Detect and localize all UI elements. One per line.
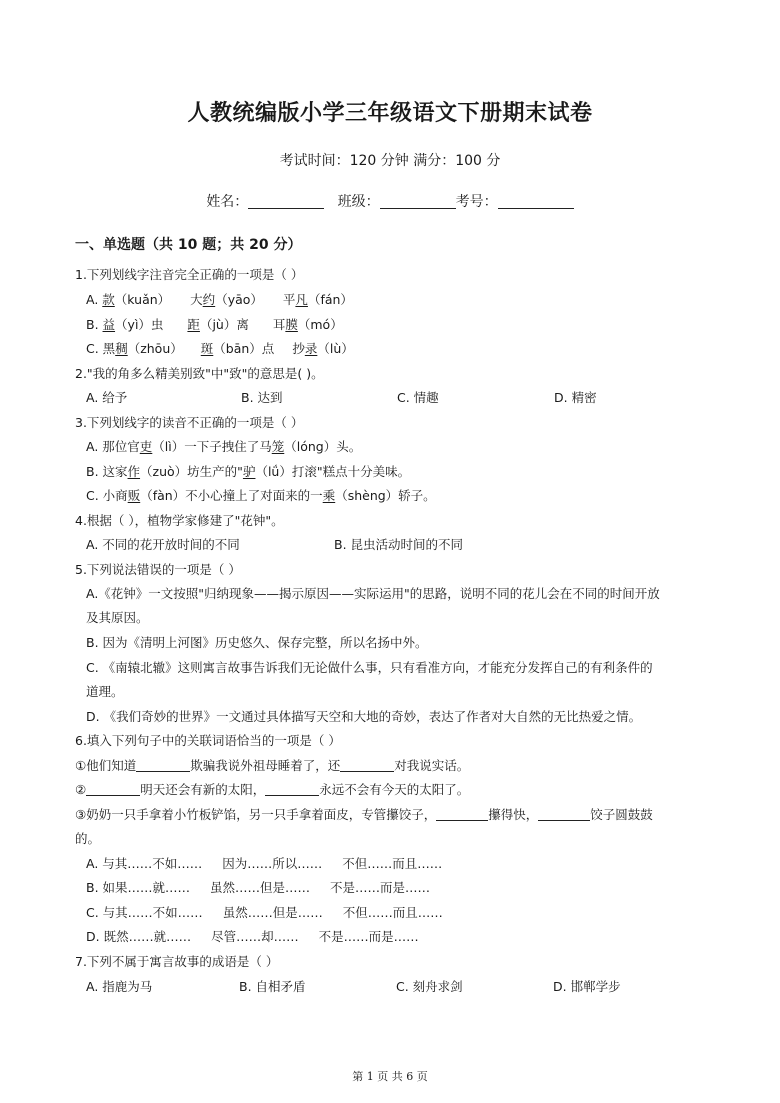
underlined-char: 益 — [102, 317, 116, 332]
opt-text: （fán） — [307, 292, 353, 307]
opt-text: （mó） — [297, 317, 343, 332]
question-2-option-a: A. 给予 — [86, 390, 128, 405]
page-title: 人教统编版小学三年级语文下册期末试卷 — [187, 101, 593, 126]
opt-text: （yì）虫 — [115, 317, 164, 332]
question-5-option-d: D. 《我们奇妙的世界》一文通过具体描写天空和大地的奇妙，表达了作者对大自然的无比热爱之情。 — [86, 709, 642, 724]
sent-text: 明天还会有新的太阳， — [140, 782, 266, 797]
underlined-char: 款 — [102, 292, 115, 307]
underlined-char: 约 — [202, 292, 216, 307]
opt-text: 因为……所以…… — [222, 856, 323, 871]
underlined-char: 乘 — [322, 488, 336, 503]
question-7-option-b: B. 自相矛盾 — [239, 979, 306, 994]
underlined-char: 贩 — [127, 488, 141, 503]
question-1-option-b — [86, 317, 343, 333]
question-1-option-c — [86, 341, 354, 357]
question-6-sentence-2 — [75, 782, 469, 798]
underlined-char: 作 — [127, 464, 141, 479]
opt-text: C. 与其……不如…… — [86, 905, 203, 920]
opt-text: 虽然……但是…… — [210, 880, 311, 895]
fill-blank[interactable] — [86, 783, 140, 796]
question-5-option-c: C. 《南辕北辙》这则寓言故事告诉我们无论做什么事，只有看准方向，才能充分发挥自己的有利条件的 — [86, 660, 653, 675]
question-3-stem: 3.下列划线字的读音不正确的一项是（ ） — [75, 415, 304, 430]
fill-blank[interactable] — [340, 759, 394, 772]
opt-text: （fàn）不小心撞上了对面来的一 — [140, 488, 323, 503]
underlined-char: 斑 — [200, 341, 214, 356]
question-1-option-a: A. 款（kuǎn） 大约（yāo） 平凡（fán） — [86, 292, 353, 307]
opt-text: C. 小商 — [86, 488, 128, 503]
question-5-stem: 5.下列说法错误的一项是（ ） — [75, 562, 241, 577]
fill-blank[interactable] — [265, 783, 319, 796]
opt-text: （shèng）轿子。 — [335, 488, 436, 503]
opt-text: A. 那位官 — [86, 439, 140, 454]
opt-text: 大 — [190, 292, 203, 307]
question-5-option-a: A.《花钟》一文按照"归纳现象——揭示原因——实际运用"的思路，说明不同的花儿会在不同的时间开放 — [86, 586, 660, 601]
question-3-option-a — [86, 439, 361, 455]
question-6-sentence-1 — [75, 758, 469, 774]
underlined-char: 驴 — [242, 464, 256, 479]
opt-text: D. 既然……就…… — [86, 929, 192, 944]
opt-text: 不是……而是…… — [330, 880, 431, 895]
opt-text: 抄 — [292, 341, 305, 356]
opt-text: 虽然……但是…… — [222, 905, 323, 920]
question-5-option-a-cont: 及其原因。 — [86, 610, 149, 625]
question-5-option-c-cont: 道理。 — [86, 684, 124, 699]
opt-text: （jù）离 — [199, 317, 249, 332]
underlined-char: 录 — [304, 341, 318, 356]
opt-text: 尽管……却…… — [211, 929, 299, 944]
fill-blank[interactable] — [436, 808, 488, 821]
question-6-sentence-3 — [75, 807, 653, 823]
question-2-option-c: C. 情趣 — [397, 390, 439, 405]
question-4-option-a: A. 不同的花开放时间的不同 — [86, 537, 240, 552]
question-4-stem: 4.根据（ ），植物学家修建了"花钟"。 — [75, 513, 284, 528]
opt-text: 耳 — [272, 317, 286, 332]
opt-text: （lì）一下子拽住了马 — [152, 439, 272, 454]
question-7-option-c: C. 刻舟求剑 — [396, 979, 463, 994]
section-heading: 一、单选题（共 10 题；共 20 分） — [75, 237, 302, 253]
sent-text: 对我说实话。 — [394, 758, 470, 773]
opt-text: （lóng）头。 — [284, 439, 362, 454]
underlined-char: 吏 — [139, 439, 153, 454]
opt-text: （lǘ）打滚"糕点十分美味。 — [255, 464, 411, 479]
exam-meta: 考试时间：120 分钟 满分：100 分 — [279, 153, 501, 169]
opt-text: 不但……而且…… — [342, 856, 443, 871]
page-number: 第 1 页 共 6 页 — [352, 1070, 428, 1083]
opt-text: B. 如果……就…… — [86, 880, 191, 895]
opt-text: C. 黑 — [86, 341, 116, 356]
opt-text: 平 — [282, 292, 296, 307]
question-6-sentence-3-cont: 的。 — [75, 831, 101, 846]
question-1-stem: 1.下列划线字注音完全正确的一项是（ ） — [75, 267, 304, 282]
opt-text: （zuò）坊生产的" — [140, 464, 243, 479]
opt-text: A. 与其……不如…… — [86, 856, 203, 871]
question-5-option-b: B. 因为《清明上河图》历史悠久、保存完整，所以名扬中外。 — [86, 635, 428, 650]
sent-text: 永远不会有今天的太阳了。 — [319, 782, 470, 797]
question-6-option-a — [86, 856, 442, 872]
opt-text: （yāo） — [215, 292, 263, 307]
opt-text: （bān）点 — [213, 341, 275, 356]
question-2-stem: 2."我的角多么精美别致"中"致"的意思是( )。 — [75, 366, 324, 381]
name-label: 姓名： — [206, 194, 249, 210]
question-3-option-c — [86, 488, 436, 504]
sent-text: 饺子圆鼓鼓 — [590, 807, 653, 822]
opt-text: （lù） — [317, 341, 354, 356]
sent-text: ③奶奶一只手拿着小竹板铲馅，另一只手拿着面皮，专管攥饺子， — [75, 807, 437, 822]
question-7-option-a: A. 指鹿为马 — [86, 979, 153, 994]
question-2-option-d: D. 精密 — [554, 390, 597, 405]
opt-text: B. — [86, 317, 103, 332]
student-info — [0, 191, 780, 211]
opt-text: （kuǎn） — [114, 292, 171, 307]
sent-text: ② — [75, 782, 87, 797]
question-6-stem: 6.填入下列句子中的关联词语恰当的一项是（ ） — [75, 733, 341, 748]
question-6-option-d — [86, 929, 419, 945]
question-6-option-b — [86, 880, 430, 896]
question-3-option-b — [86, 464, 410, 480]
opt-text: B. 这家 — [86, 464, 128, 479]
sent-text: ①他们知道 — [75, 758, 137, 773]
fill-blank[interactable] — [136, 759, 190, 772]
sent-text: 攥得快， — [488, 807, 539, 822]
underlined-char: 膜 — [285, 317, 298, 332]
underlined-char: 笼 — [271, 439, 285, 454]
class-label: 班级： — [337, 194, 380, 210]
underlined-char: 距 — [187, 317, 200, 332]
name-blank[interactable] — [248, 194, 324, 209]
fill-blank[interactable] — [538, 808, 590, 821]
underlined-char: 稠 — [115, 341, 128, 356]
id-label: 考号： — [455, 194, 498, 210]
underlined-char: 凡 — [295, 292, 308, 307]
question-4-option-b: B. 昆虫活动时间的不同 — [334, 537, 464, 552]
question-6-option-c — [86, 905, 443, 921]
question-7-stem: 7.下列不属于寓言故事的成语是（ ） — [75, 954, 279, 969]
id-blank[interactable] — [498, 194, 574, 209]
opt-text: 不但……而且…… — [342, 905, 443, 920]
class-blank[interactable] — [380, 194, 456, 209]
sent-text: 欺骗我说外祖母睡着了，还 — [190, 758, 341, 773]
question-7-option-d: D. 邯郸学步 — [553, 979, 621, 994]
question-2-option-b: B. 达到 — [241, 390, 283, 405]
opt-text: 不是……而是…… — [318, 929, 419, 944]
opt-text: （zhōu） — [127, 341, 183, 356]
